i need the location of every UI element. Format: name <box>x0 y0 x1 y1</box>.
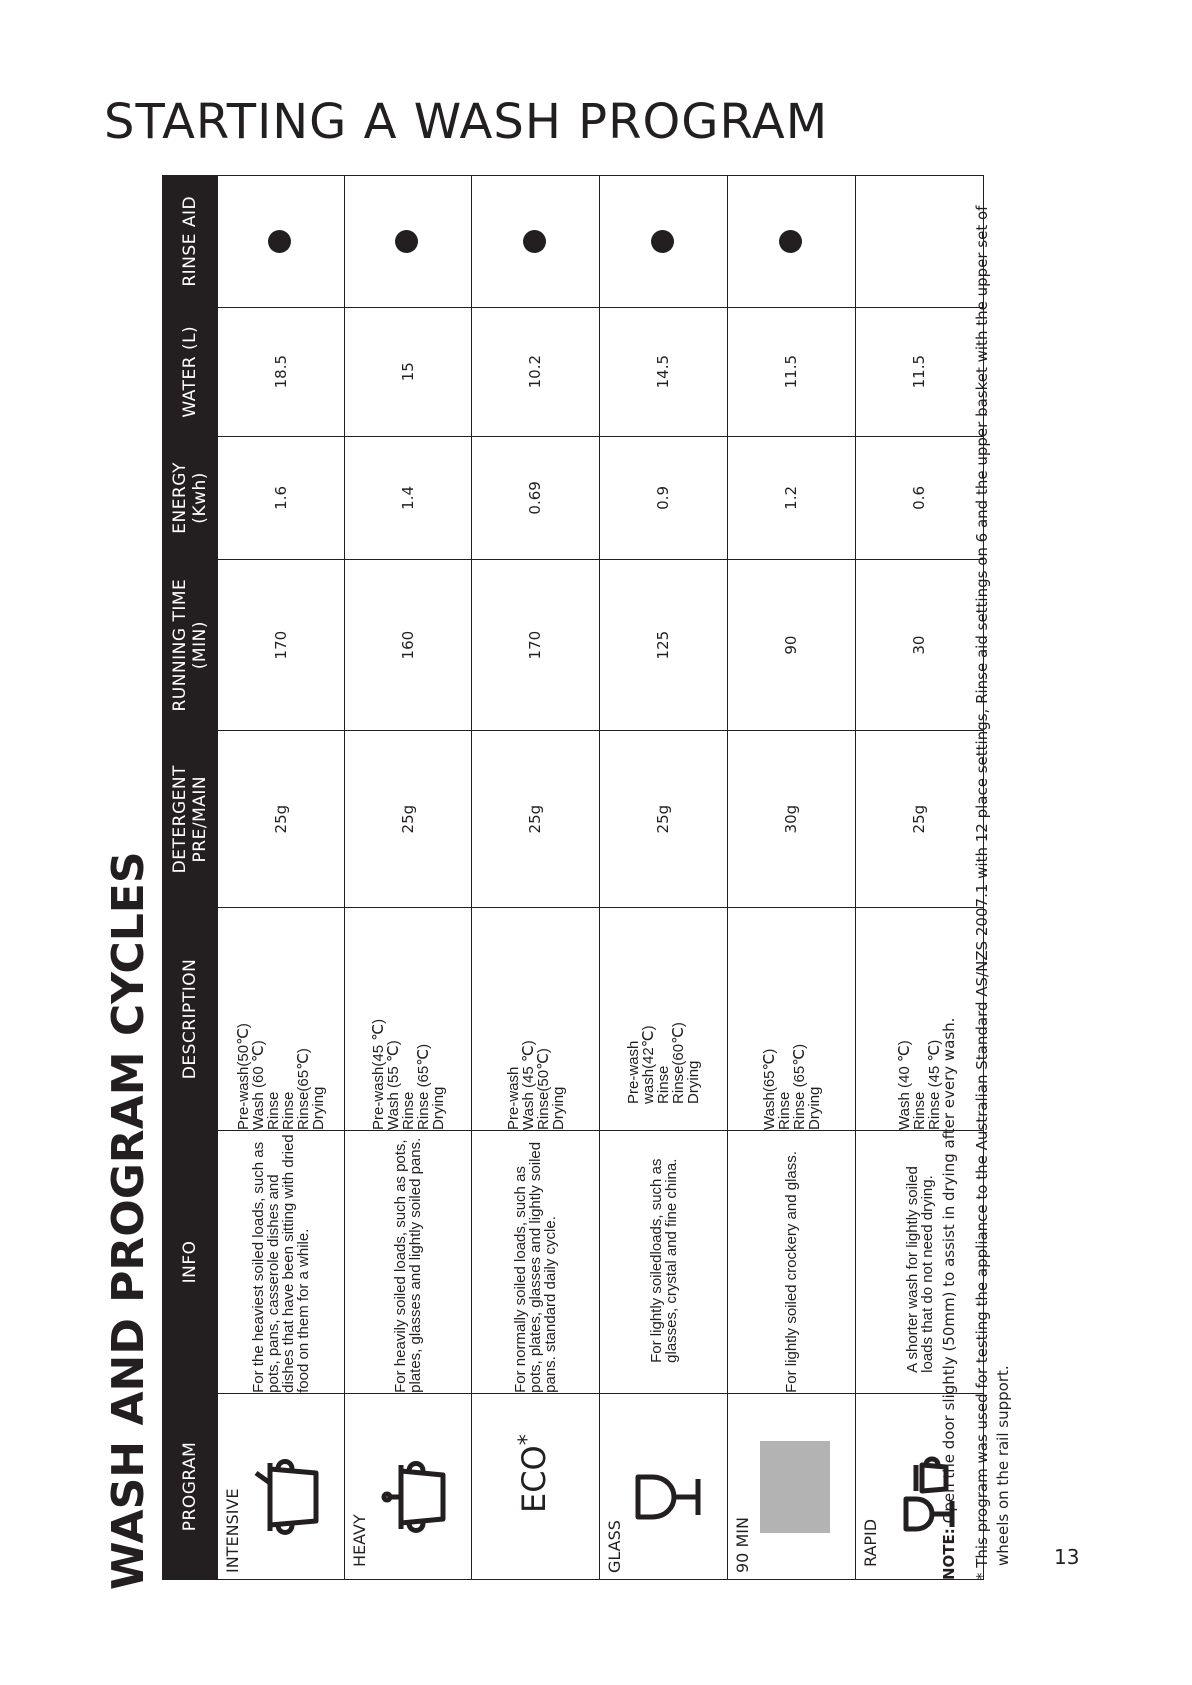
description-line: Wash (60 ℃) <box>250 1040 267 1130</box>
program-description <box>600 908 728 1131</box>
description-line: Drying <box>685 1060 702 1104</box>
pot-icon <box>248 1455 324 1539</box>
description-line: Drying <box>549 1086 567 1130</box>
running-time-value: 30 <box>856 559 984 730</box>
header-running-time: RUNNING TIME (MIN) <box>163 559 218 730</box>
program-description <box>728 908 856 1131</box>
water-value: 11.5 <box>728 307 856 436</box>
description-line: Pre-wash <box>625 1040 642 1104</box>
detergent-value: 25g <box>856 731 984 908</box>
running-time-value: 170 <box>472 559 600 730</box>
running-time-value: 160 <box>345 559 472 730</box>
energy-value: 1.2 <box>728 436 856 559</box>
rinse-aid-cell <box>472 176 600 308</box>
detergent-value: 30g <box>728 731 856 908</box>
description-line: Rinse <box>911 1091 928 1130</box>
rinse-aid-dot-icon <box>268 230 291 253</box>
energy-value: 1.4 <box>345 436 472 559</box>
program-description <box>345 908 472 1131</box>
table-row <box>728 176 856 1580</box>
detergent-value: 25g <box>218 731 345 908</box>
program-description <box>218 908 345 1131</box>
running-time-value: 90 <box>728 559 856 730</box>
description-line: Rinse <box>775 1091 793 1130</box>
description-line: Rinse(50℃) <box>534 1048 552 1130</box>
rinse-aid-dot-icon <box>395 230 418 253</box>
description-line: Wash (40 ℃) <box>896 1040 913 1130</box>
table-row <box>600 176 728 1580</box>
rinse-aid-dot-icon <box>651 230 674 253</box>
rinse-aid-cell <box>345 176 472 308</box>
wine-glass-icon <box>630 1455 706 1539</box>
section-title: WASH AND PROGRAM CYCLES <box>103 851 154 1590</box>
program-cell <box>472 1393 600 1579</box>
page-title: STARTING A WASH PROGRAM <box>104 94 829 150</box>
description-line: Drying <box>805 1086 823 1130</box>
table-header-row <box>163 176 218 1580</box>
description-line: Rinse <box>655 1065 672 1104</box>
rinse-aid-cell <box>728 176 856 308</box>
note-label: NOTE: <box>940 1528 958 1580</box>
description-line: Rinse <box>265 1091 282 1130</box>
description-line: Rinse <box>280 1091 297 1130</box>
description-line: Drying <box>429 1086 447 1130</box>
detergent-value: 25g <box>345 731 472 908</box>
water-value: 10.2 <box>472 307 600 436</box>
note-text: Open the door slightly (50mm) to assist in drying after every wash. <box>940 1017 958 1529</box>
rinse-aid-cell <box>600 176 728 308</box>
description-line: wash(42℃) <box>640 1025 657 1104</box>
running-time-value: 170 <box>218 559 345 730</box>
program-info: For heavily soiled loads, such as pots, plates, glasses and lightly soiled pans. <box>345 1130 472 1393</box>
program-name: 90 MIN <box>733 1517 752 1573</box>
description-line: Rinse(60℃) <box>670 1022 687 1104</box>
placeholder-icon <box>760 1441 830 1533</box>
description-line: Pre-wash(50℃) <box>235 1023 252 1130</box>
pan-icon <box>375 1455 451 1539</box>
description-line: Rinse (65℃) <box>790 1043 808 1130</box>
program-cell <box>218 1393 345 1579</box>
program-name: GLASS <box>605 1520 624 1573</box>
rinse-aid-cell <box>218 176 345 308</box>
program-info: For normally soiled loads, such as pots, plates, glasses and lightly soiled pans. standard daily cycle. <box>472 1130 600 1393</box>
water-value: 14.5 <box>600 307 728 436</box>
description-line: Rinse (45 ℃) <box>926 1039 943 1130</box>
note <box>939 170 960 1580</box>
description-line: Wash (55 ℃) <box>384 1040 402 1130</box>
program-cell <box>345 1393 472 1579</box>
program-name: HEAVY <box>350 1514 369 1567</box>
table-row <box>472 176 600 1580</box>
wash-program-table <box>162 175 984 1580</box>
description-line: Pre-wash <box>504 1066 522 1130</box>
energy-value: 0.6 <box>856 436 984 559</box>
description-line: Rinse(65℃) <box>295 1048 312 1130</box>
energy-value: 0.9 <box>600 436 728 559</box>
program-name: RAPID <box>861 1518 880 1567</box>
rinse-aid-dot-icon <box>523 230 546 253</box>
header-rinse-aid: RINSE AID <box>163 176 218 308</box>
program-info: For lightly soiled crockery and glass. <box>728 1130 856 1393</box>
page-number: 13 <box>1054 1545 1080 1569</box>
energy-value: 0.69 <box>472 436 600 559</box>
program-name: INTENSIVE <box>223 1488 242 1573</box>
program-cell <box>728 1393 856 1579</box>
rotated-content <box>104 170 1154 1590</box>
description-line: Drying <box>310 1086 327 1130</box>
detergent-value: 25g <box>600 731 728 908</box>
description-line: Rinse (65℃) <box>414 1043 432 1130</box>
water-value: 18.5 <box>218 307 345 436</box>
program-info: A shorter wash for lightly soiled loads that do not need drying. <box>856 1130 984 1393</box>
rinse-aid-dot-icon <box>779 230 802 253</box>
description-line: Rinse <box>399 1091 417 1130</box>
table-row <box>345 176 472 1580</box>
program-info: For lightly soiledloads, such as glasses, crystal and fine china. <box>600 1130 728 1393</box>
eco-label <box>514 1434 554 1513</box>
description-line: Wash(65℃) <box>760 1048 778 1130</box>
footnote-marker: * <box>515 1434 540 1446</box>
program-info: For the heaviest soiled loads, such as pots, pans, casserole dishes and dishes that have been sitting with dried food on them for a while. <box>218 1130 345 1393</box>
running-time-value: 125 <box>600 559 728 730</box>
table-row <box>218 176 345 1580</box>
program-name: ECO <box>515 1445 553 1513</box>
description-line: Wash (45 ℃) <box>519 1040 537 1130</box>
energy-value: 1.6 <box>218 436 345 559</box>
header-description: DESCRIPTION <box>163 908 218 1131</box>
header-energy: ENERGY (Kwh) <box>163 436 218 559</box>
header-info: INFO <box>163 1130 218 1393</box>
header-water: WATER (L) <box>163 307 218 436</box>
detergent-value: 25g <box>472 731 600 908</box>
header-detergent: DETERGENT PRE/MAIN <box>163 731 218 908</box>
footnote: * This program was used for testing the appliance to the Australian Standard AS/NZS 2007.1 with 12 place settings, Rinse aid settings on 6 and the upper basket with the upper set of wheels on the rail support. <box>973 205 1012 1580</box>
notes <box>939 170 1014 1580</box>
water-value: 15 <box>345 307 472 436</box>
water-value: 11.5 <box>856 307 984 436</box>
program-cell <box>600 1393 728 1579</box>
header-program: PROGRAM <box>163 1393 218 1579</box>
program-description <box>472 908 600 1131</box>
description-line: Pre-wash(45 ℃) <box>369 1018 387 1130</box>
